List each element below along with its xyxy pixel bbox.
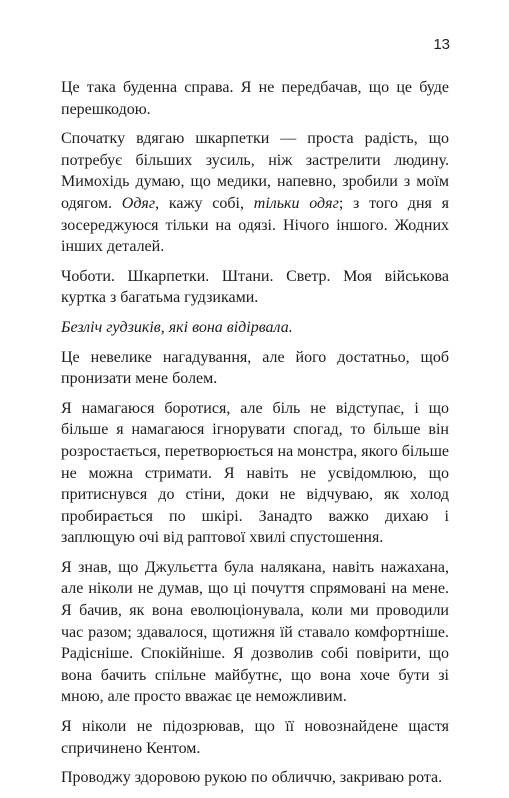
paragraph: [61, 317, 449, 339]
paragraph: [61, 128, 449, 258]
paragraph: [61, 347, 449, 390]
text-run: Я ніколи не підозрював, що її новознайдене щастя спричинено Кентом.: [61, 718, 449, 757]
paragraph: [61, 77, 449, 120]
text-run: , кажу собі,: [155, 194, 254, 212]
text-run: Це така буденна справа. Я не передбачав, що це буде перешкодою.: [61, 79, 449, 118]
paragraph: [61, 557, 449, 708]
italic-text-run: Одяг: [121, 194, 156, 212]
text-run: Я намагаюся боротися, але біль не відступає, і що більше я намагаюся ігнорувати спогад, то більше він розростається, перетворюється на монстра, якого більше не можна стримати. Я навіть не усвідомлюю, що притиснувся до стіни, доки не відчуваю, як холод пробирається по шкірі. Занадто важко дихаю і заплющую очі від раптової хвилі спустошення.: [61, 399, 450, 547]
paragraph: [61, 266, 449, 309]
text-run: Спочатку вдягаю шкарпетки — проста радість, що потребує більших зусиль, ніж застрелити людину. Мимохідь думаю, що медики, напевно, зробили з моїм одягом.: [61, 130, 449, 212]
italic-text-run: тільки одяг: [253, 194, 339, 212]
paragraph: [61, 716, 449, 759]
text-run: Це невелике нагадування, але його достатньо, щоб пронизати мене болем.: [61, 348, 449, 388]
text-run: ; з того дня я зосереджуюся тільки на одязі. Нічого іншого. Жодних інших деталей.: [61, 194, 449, 256]
page-number: 13: [433, 36, 450, 53]
italic-text-run: Безліч гудзиків, які вона відірвала.: [61, 318, 293, 336]
text-run: Чоботи. Шкарпетки. Штани. Светр. Моя військова куртка з багатьма гудзиками.: [61, 267, 449, 307]
text-run: Проводжу здоровою рукою по обличчю, закриваю рота.: [61, 769, 443, 787]
paragraph: [61, 767, 449, 789]
paragraph: [61, 398, 449, 549]
text-run: Я знав, що Джульєтта була налякана, навіть нажахана, але ніколи не думав, що ці почуття спрямовані на мене. Я бачив, як вона еволюціонувала, коли ми проводили час разом; здавалося, щотижня їй ставало комфортніше. Радісніше. Спокійніше. Я дозволив собі повірити, що вона бачить спільне майбутнє, що вона хоче бути зі мною, але просто вважає це неможливим.: [61, 558, 449, 706]
body-text: [61, 77, 449, 789]
